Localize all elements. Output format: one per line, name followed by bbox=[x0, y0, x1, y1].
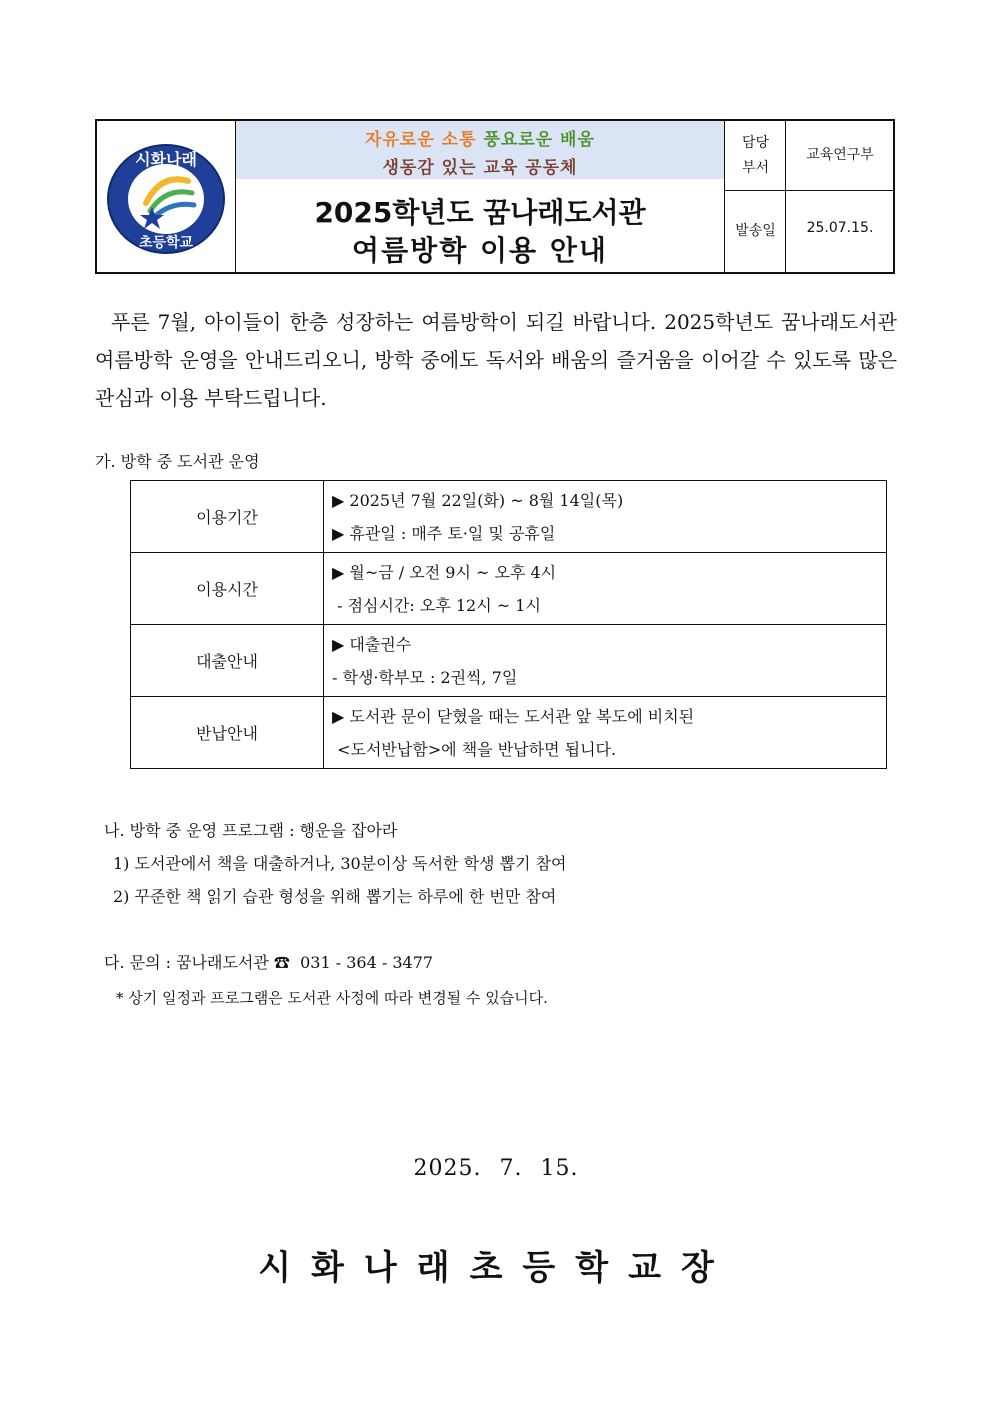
logo-top-text: 시화나래 bbox=[135, 150, 197, 169]
row-line: ▶ 2025년 7월 22일(화) ~ 8월 14일(목) bbox=[332, 490, 624, 510]
dept-label-line1: 담당 bbox=[741, 135, 770, 151]
section-b-item2: 2) 꾸준한 책 읽기 습관 형성을 위해 뽑기는 하루에 한 번만 참여 bbox=[113, 887, 557, 906]
slogan-line2: 생동감 있는 교육 공동체 bbox=[382, 158, 578, 178]
row-line: ▶ 휴관일 : 매주 토·일 및 공휴일 bbox=[332, 523, 556, 543]
row-label-period: 이용기간 bbox=[131, 481, 324, 553]
intro-paragraph bbox=[95, 303, 897, 417]
row-label-hours: 이용시간 bbox=[131, 553, 324, 625]
row-line: - 학생·학부모 : 2권씩, 7일 bbox=[332, 667, 518, 687]
school-logo-icon bbox=[106, 143, 226, 255]
row-content-return bbox=[324, 697, 887, 769]
logo-bottom-text: 초등학교 bbox=[138, 235, 194, 251]
table-row bbox=[131, 481, 887, 553]
row-line: - 점심시간: 오후 12시 ~ 1시 bbox=[332, 595, 541, 615]
document-title-line2: 여름방학 이용 안내 bbox=[352, 234, 608, 267]
dept-value: 교육연구부 bbox=[806, 147, 874, 163]
slogan-part2: 풍요로운 배움 bbox=[483, 130, 595, 150]
meta-value-column bbox=[785, 121, 894, 272]
row-label-loan: 대출안내 bbox=[131, 625, 324, 697]
table-row bbox=[131, 625, 887, 697]
send-date-value: 25.07.15. bbox=[806, 220, 874, 236]
section-c-contact: 다. 문의 : 꿈나래도서관 ☎ 031 - 364 - 3477 bbox=[104, 953, 434, 972]
row-line: ▶ 월~금 / 오전 9시 ~ 오후 4시 bbox=[332, 562, 557, 582]
row-content-hours bbox=[324, 553, 887, 625]
section-b-title: 나. 방학 중 운영 프로그램 : 행운을 잡아라 bbox=[104, 821, 398, 840]
intro-text: 푸른 7월, 아이들이 한층 성장하는 여름방학이 되길 바랍니다. 2025학년도 꿈나래도서관 여름방학 운영을 안내드리오니, 방학 중에도 독서와 배움의 즐거움을 이어갈 수 있도록 많은 관심과 이용 부탁드립니다. bbox=[95, 310, 898, 410]
library-operation-table bbox=[130, 480, 887, 769]
dept-label-line2: 부서 bbox=[741, 160, 770, 176]
row-label-return: 반납안내 bbox=[131, 697, 324, 769]
logo-cell bbox=[97, 121, 236, 272]
row-line: ▶ 대출권수 bbox=[332, 634, 412, 654]
table-row bbox=[131, 553, 887, 625]
table-row bbox=[131, 697, 887, 769]
send-date-label: 발송일 bbox=[735, 223, 776, 239]
slogan-part1: 자유로운 소통 bbox=[365, 130, 477, 150]
meta-divider bbox=[724, 190, 893, 191]
document-header bbox=[95, 119, 895, 274]
principal-signature: 시화나래초등학교장 bbox=[258, 1248, 734, 1288]
row-line: <도서반납함>에 책을 반납하면 됩니다. bbox=[332, 739, 617, 759]
document-title-line1: 2025학년도 꿈나래도서관 bbox=[314, 196, 646, 229]
row-line: ▶ 도서관 문이 닫혔을 때는 도서관 앞 복도에 비치된 bbox=[332, 706, 695, 726]
section-b-item1: 1) 도서관에서 책을 대출하거나, 30분이상 독서한 학생 뽑기 참여 bbox=[113, 854, 567, 873]
section-a-title: 가. 방학 중 도서관 운영 bbox=[95, 452, 260, 471]
meta-label-column bbox=[724, 121, 786, 272]
issue-date: 2025. 7. 15. bbox=[413, 1156, 579, 1181]
dept-label bbox=[725, 131, 786, 181]
row-content-loan bbox=[324, 625, 887, 697]
slogan-line1 bbox=[236, 125, 724, 150]
title-cell bbox=[236, 179, 724, 272]
slogan-banner bbox=[236, 121, 724, 179]
row-content-period bbox=[324, 481, 887, 553]
section-c-note: * 상기 일정과 프로그램은 도서관 사정에 따라 변경될 수 있습니다. bbox=[116, 989, 548, 1007]
